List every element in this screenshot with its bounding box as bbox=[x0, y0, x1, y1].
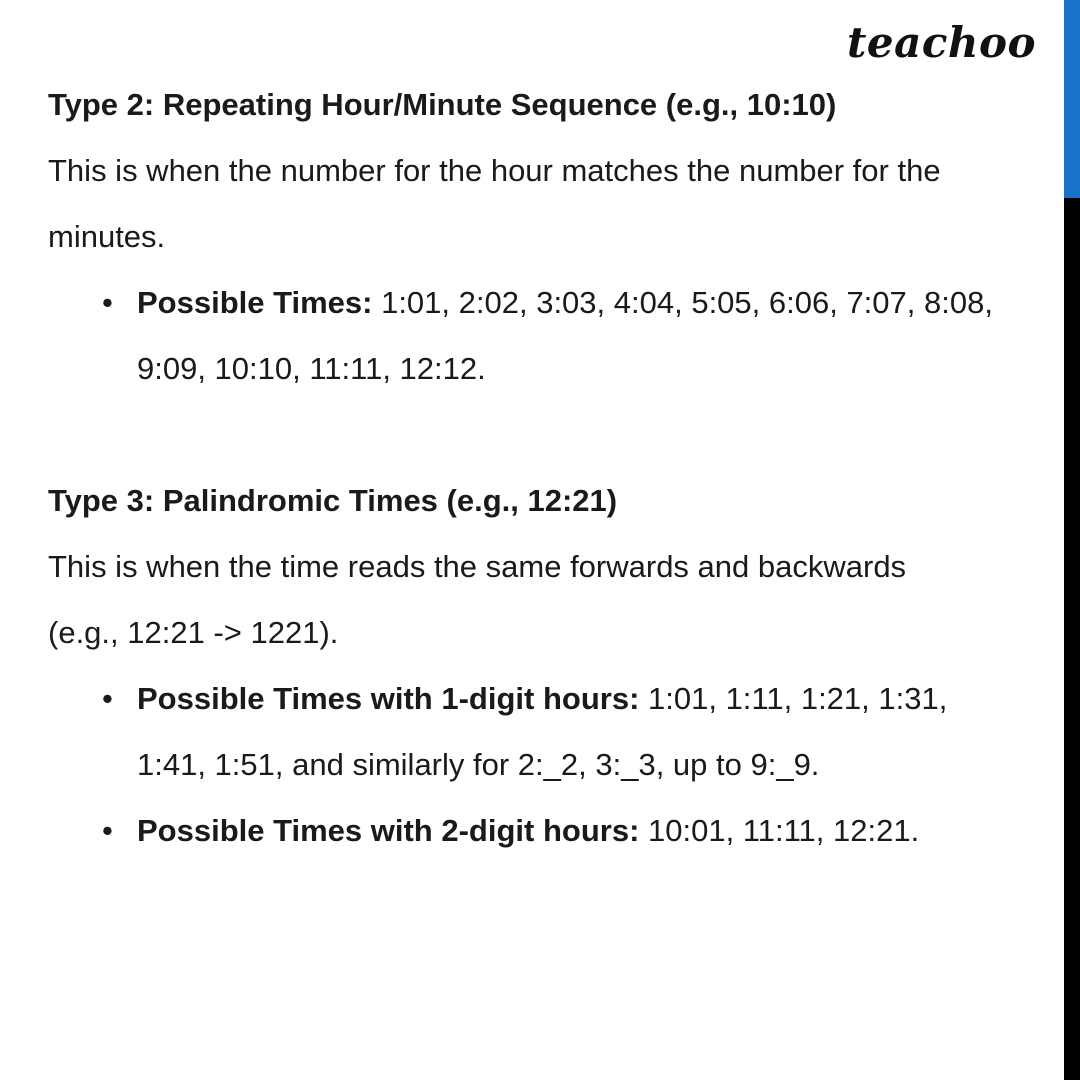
section-spacer bbox=[48, 402, 1038, 468]
bullet-icon: • bbox=[102, 813, 113, 848]
type3-bullet-1-label: Possible Times with 1-digit hours: bbox=[137, 681, 640, 716]
type3-heading: Type 3: Palindromic Times (e.g., 12:21) bbox=[48, 483, 618, 518]
type2-bullet-1-label: Possible Times: bbox=[137, 285, 373, 320]
type2-bullet-1-text: 1:01, 2:02, 3:03, 4:04, 5:05, 6:06, 7:07, 8:08, bbox=[372, 285, 993, 320]
type3-bullet-2-text: 10:01, 11:11, 12:21. bbox=[639, 813, 920, 848]
type3-bullet-2-label: Possible Times with 2-digit hours: bbox=[137, 813, 640, 848]
type2-description-line1: This is when the number for the hour matches the number for the bbox=[48, 153, 941, 188]
type2-heading: Type 2: Repeating Hour/Minute Sequence (e.g., 10:10) bbox=[48, 87, 837, 122]
type2-bullet-1-continuation: 9:09, 10:10, 11:11, 12:12. bbox=[137, 351, 486, 386]
type3-bullet-1-continuation: 1:41, 1:51, and similarly for 2:_2, 3:_3, up to 9:_9. bbox=[137, 747, 820, 782]
type2-description-line2: minutes. bbox=[48, 219, 166, 254]
type3-description-line2: (e.g., 12:21 -> 1221). bbox=[48, 615, 339, 650]
bullet-icon: • bbox=[102, 285, 113, 320]
bullet-icon: • bbox=[102, 681, 113, 716]
type3-bullet-1-text: 1:01, 1:11, 1:21, 1:31, bbox=[639, 681, 948, 716]
teachoo-logo: teachoo bbox=[847, 18, 1036, 67]
right-edge-bar bbox=[1064, 0, 1080, 1080]
right-edge-accent bbox=[1064, 0, 1080, 198]
type3-bullet-1 bbox=[48, 666, 1038, 732]
document-body bbox=[48, 72, 1038, 864]
type2-bullet-1 bbox=[48, 270, 1038, 336]
type3-description-line1: This is when the time reads the same forwards and backwards bbox=[48, 549, 907, 584]
type3-bullet-2 bbox=[48, 798, 1038, 864]
